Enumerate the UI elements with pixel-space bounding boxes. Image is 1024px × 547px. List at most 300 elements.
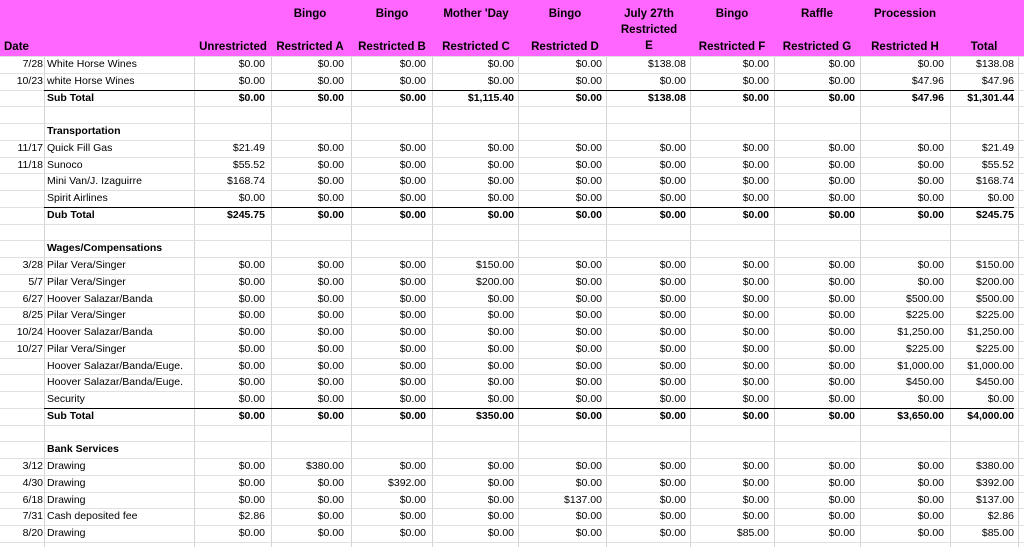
value-cell[interactable]: $0.00 xyxy=(659,393,686,405)
value-cell[interactable]: $21.49 xyxy=(232,141,265,154)
value-cell[interactable]: $0.00 xyxy=(487,141,514,154)
value-cell[interactable]: $0.00 xyxy=(659,74,686,87)
value-cell[interactable]: $0.00 xyxy=(575,309,602,322)
value-cell[interactable]: $0.00 xyxy=(575,342,602,355)
value-cell[interactable]: $0.00 xyxy=(487,74,514,87)
value-cell[interactable]: $0.00 xyxy=(317,493,344,506)
header-column-label: Restricted C xyxy=(442,41,510,53)
description-cell[interactable]: Pilar Vera/Singer xyxy=(47,275,126,288)
value-cell[interactable]: $1,000.00 xyxy=(897,359,944,372)
value-cell[interactable]: $0.00 xyxy=(828,208,855,221)
description-cell[interactable]: Drawing xyxy=(47,527,86,539)
value-cell[interactable]: $0.00 xyxy=(487,192,514,204)
value-cell[interactable]: $0.00 xyxy=(399,493,426,506)
value-cell[interactable]: $55.52 xyxy=(981,158,1014,171)
value-cell[interactable]: $1,250.00 xyxy=(967,326,1014,338)
value-cell[interactable]: $0.00 xyxy=(317,208,344,221)
value-cell[interactable]: $0.00 xyxy=(487,460,514,472)
value-cell[interactable]: $138.08 xyxy=(648,58,686,70)
value-cell[interactable]: $0.00 xyxy=(828,192,855,204)
value-cell[interactable]: $0.00 xyxy=(575,58,602,70)
value-cell[interactable]: $0.00 xyxy=(659,527,686,539)
value-cell[interactable]: $380.00 xyxy=(306,460,344,472)
value-cell[interactable]: $0.00 xyxy=(659,275,686,288)
value-cell[interactable]: $0.00 xyxy=(575,460,602,472)
date-cell[interactable]: 8/25 xyxy=(22,309,43,322)
value-cell[interactable]: $47.96 xyxy=(911,74,944,87)
value-cell[interactable]: $47.96 xyxy=(981,74,1014,87)
value-cell[interactable]: $0.00 xyxy=(399,376,426,389)
table-row xyxy=(0,475,1024,492)
value-cell[interactable]: $0.00 xyxy=(742,359,769,372)
value-cell[interactable]: $0.00 xyxy=(399,527,426,539)
value-cell[interactable]: $0.00 xyxy=(987,393,1014,405)
value-cell[interactable]: $0.00 xyxy=(399,74,426,87)
value-cell[interactable]: $0.00 xyxy=(742,393,769,405)
description-cell[interactable]: Dub Total xyxy=(47,208,95,221)
date-cell[interactable]: 3/12 xyxy=(22,460,43,472)
value-cell[interactable]: $2.86 xyxy=(238,510,265,523)
value-cell[interactable]: $225.00 xyxy=(976,342,1014,355)
value-cell[interactable]: $0.00 xyxy=(917,192,944,204)
value-cell[interactable]: $0.00 xyxy=(828,409,855,422)
value-cell[interactable]: $1,301.44 xyxy=(967,91,1014,104)
value-cell[interactable]: $168.74 xyxy=(227,175,265,188)
description-cell[interactable]: Security xyxy=(47,393,85,405)
value-cell[interactable]: $0.00 xyxy=(487,292,514,305)
value-cell[interactable]: $500.00 xyxy=(906,292,944,305)
value-cell[interactable]: $0.00 xyxy=(742,409,769,422)
date-cell[interactable]: 4/30 xyxy=(22,476,43,489)
value-cell[interactable]: $0.00 xyxy=(575,326,602,338)
value-cell[interactable]: $0.00 xyxy=(238,359,265,372)
value-cell[interactable]: $0.00 xyxy=(317,141,344,154)
value-cell[interactable]: $0.00 xyxy=(742,342,769,355)
value-cell[interactable]: $0.00 xyxy=(917,158,944,171)
value-cell[interactable]: $0.00 xyxy=(487,493,514,506)
table-row xyxy=(0,324,1024,341)
value-cell[interactable]: $0.00 xyxy=(575,292,602,305)
value-cell[interactable]: $0.00 xyxy=(659,460,686,472)
value-cell[interactable]: $138.08 xyxy=(976,58,1014,70)
value-cell[interactable]: $138.08 xyxy=(648,91,686,104)
value-cell[interactable]: $0.00 xyxy=(238,393,265,405)
date-cell[interactable]: 5/7 xyxy=(28,275,43,288)
value-cell[interactable]: $0.00 xyxy=(742,158,769,171)
table-row xyxy=(0,257,1024,274)
value-cell[interactable]: $0.00 xyxy=(238,326,265,338)
value-cell[interactable]: $47.96 xyxy=(911,91,944,104)
value-cell[interactable]: $137.00 xyxy=(564,493,602,506)
value-cell[interactable]: $4,000.00 xyxy=(967,409,1014,422)
value-cell[interactable]: $0.00 xyxy=(487,342,514,355)
value-cell[interactable]: $0.00 xyxy=(317,510,344,523)
table-row xyxy=(0,207,1024,224)
value-cell[interactable]: $0.00 xyxy=(659,158,686,171)
date-cell[interactable]: 11/17 xyxy=(17,141,43,154)
value-cell[interactable]: $0.00 xyxy=(317,359,344,372)
value-cell[interactable]: $0.00 xyxy=(917,259,944,271)
description-cell[interactable]: Spirit Airlines xyxy=(47,192,108,204)
value-cell[interactable]: $21.49 xyxy=(981,141,1014,154)
value-cell[interactable]: $0.00 xyxy=(317,192,344,204)
value-cell[interactable]: $0.00 xyxy=(659,493,686,506)
value-cell[interactable]: $0.00 xyxy=(828,393,855,405)
value-cell[interactable]: $0.00 xyxy=(487,175,514,188)
value-cell[interactable]: $500.00 xyxy=(976,292,1014,305)
value-cell[interactable]: $1,115.40 xyxy=(467,91,514,104)
section-title[interactable]: Wages/Compensations xyxy=(47,242,163,255)
value-cell[interactable]: $0.00 xyxy=(399,275,426,288)
description-cell[interactable]: Sub Total xyxy=(47,409,95,422)
value-cell[interactable]: $0.00 xyxy=(399,259,426,271)
table-row xyxy=(0,190,1024,207)
value-cell[interactable]: $0.00 xyxy=(828,275,855,288)
description-cell[interactable]: Sub Total xyxy=(47,91,95,104)
value-cell[interactable]: $0.00 xyxy=(238,259,265,271)
value-cell[interactable]: $0.00 xyxy=(487,326,514,338)
value-cell[interactable]: $380.00 xyxy=(976,460,1014,472)
value-cell[interactable]: $0.00 xyxy=(317,309,344,322)
value-cell[interactable]: $450.00 xyxy=(906,376,944,389)
value-cell[interactable]: $0.00 xyxy=(575,527,602,539)
description-cell[interactable]: Pilar Vera/Singer xyxy=(47,259,126,271)
table-row xyxy=(0,123,1024,140)
header-column-label: Restricted G xyxy=(782,41,852,53)
value-cell[interactable]: $0.00 xyxy=(742,376,769,389)
value-cell[interactable]: $0.00 xyxy=(659,409,686,422)
value-cell[interactable]: $0.00 xyxy=(917,208,944,221)
value-cell[interactable]: $0.00 xyxy=(575,259,602,271)
value-cell[interactable]: $0.00 xyxy=(317,259,344,271)
value-cell[interactable]: $0.00 xyxy=(487,158,514,171)
value-cell[interactable]: $0.00 xyxy=(659,259,686,271)
value-cell[interactable]: $0.00 xyxy=(487,476,514,489)
date-cell[interactable]: 10/27 xyxy=(16,342,43,355)
date-cell[interactable] xyxy=(0,207,43,224)
value-cell[interactable]: $0.00 xyxy=(575,74,602,87)
value-cell[interactable]: $0.00 xyxy=(238,342,265,355)
value-cell[interactable]: $0.00 xyxy=(399,208,426,221)
value-cell[interactable]: $245.75 xyxy=(227,208,265,221)
value-cell[interactable]: $0.00 xyxy=(742,309,769,322)
date-cell[interactable] xyxy=(0,391,43,408)
value-cell[interactable]: $0.00 xyxy=(317,342,344,355)
table-row xyxy=(0,224,1024,241)
value-cell[interactable]: $0.00 xyxy=(828,158,855,171)
value-cell[interactable]: $0.00 xyxy=(238,309,265,322)
value-cell[interactable]: $0.00 xyxy=(659,326,686,338)
value-cell[interactable]: $0.00 xyxy=(742,259,769,271)
value-cell[interactable]: $392.00 xyxy=(976,476,1014,489)
value-cell[interactable]: $0.00 xyxy=(828,292,855,305)
value-cell[interactable]: $0.00 xyxy=(742,208,769,221)
value-cell[interactable]: $200.00 xyxy=(476,275,514,288)
section-title[interactable]: Transportation xyxy=(47,125,121,137)
header-top-label: Procession xyxy=(874,8,936,20)
value-cell[interactable]: $0.00 xyxy=(917,510,944,523)
value-cell[interactable]: $0.00 xyxy=(917,527,944,539)
description-cell[interactable]: White Horse Wines xyxy=(47,58,137,70)
value-cell[interactable]: $0.00 xyxy=(917,476,944,489)
value-cell[interactable]: $0.00 xyxy=(659,376,686,389)
value-cell[interactable]: $0.00 xyxy=(399,309,426,322)
value-cell[interactable]: $0.00 xyxy=(487,359,514,372)
value-cell[interactable]: $0.00 xyxy=(659,510,686,523)
section-title[interactable]: Bank Services xyxy=(47,443,119,456)
value-cell[interactable]: $85.00 xyxy=(981,527,1014,539)
value-cell[interactable]: $0.00 xyxy=(238,476,265,489)
date-cell[interactable]: 6/18 xyxy=(22,493,43,506)
value-cell[interactable]: $0.00 xyxy=(487,510,514,523)
value-cell[interactable]: $0.00 xyxy=(742,58,769,70)
date-cell[interactable] xyxy=(0,374,43,391)
description-cell[interactable]: Drawing xyxy=(47,476,86,489)
value-cell[interactable]: $0.00 xyxy=(575,510,602,523)
value-cell[interactable]: $0.00 xyxy=(659,175,686,188)
value-cell[interactable]: $0.00 xyxy=(917,393,944,405)
value-cell[interactable]: $150.00 xyxy=(976,259,1014,271)
value-cell[interactable]: $200.00 xyxy=(976,275,1014,288)
value-cell[interactable]: $0.00 xyxy=(238,58,265,70)
value-cell[interactable]: $0.00 xyxy=(238,292,265,305)
table-row xyxy=(0,525,1024,542)
value-cell[interactable]: $0.00 xyxy=(238,192,265,204)
value-cell[interactable]: $0.00 xyxy=(575,158,602,171)
value-cell[interactable]: $0.00 xyxy=(828,326,855,338)
date-cell[interactable]: 10/23 xyxy=(16,74,43,87)
value-cell[interactable]: $0.00 xyxy=(238,376,265,389)
value-cell[interactable]: $0.00 xyxy=(828,460,855,472)
header-date-label: Date xyxy=(4,41,29,53)
value-cell[interactable]: $0.00 xyxy=(828,476,855,489)
value-cell[interactable]: $0.00 xyxy=(917,493,944,506)
value-cell[interactable]: $0.00 xyxy=(317,326,344,338)
value-cell[interactable]: $0.00 xyxy=(575,208,602,221)
value-cell[interactable]: $55.52 xyxy=(232,158,265,171)
table-row xyxy=(0,173,1024,190)
value-cell[interactable]: $0.00 xyxy=(399,510,426,523)
value-cell[interactable]: $2.86 xyxy=(987,510,1014,523)
value-cell[interactable]: $0.00 xyxy=(399,326,426,338)
value-cell[interactable]: $0.00 xyxy=(742,326,769,338)
value-cell[interactable]: $0.00 xyxy=(399,175,426,188)
value-cell[interactable]: $0.00 xyxy=(659,476,686,489)
value-cell[interactable]: $0.00 xyxy=(317,409,344,422)
value-cell[interactable]: $0.00 xyxy=(399,359,426,372)
value-cell[interactable]: $0.00 xyxy=(917,58,944,70)
value-cell[interactable]: $0.00 xyxy=(828,493,855,506)
value-cell[interactable]: $0.00 xyxy=(399,460,426,472)
date-cell[interactable]: 10/24 xyxy=(16,326,43,338)
value-cell[interactable]: $0.00 xyxy=(917,460,944,472)
value-cell[interactable]: $0.00 xyxy=(917,275,944,288)
value-cell[interactable]: $0.00 xyxy=(317,275,344,288)
value-cell[interactable]: $0.00 xyxy=(575,91,602,104)
value-cell[interactable]: $0.00 xyxy=(317,158,344,171)
header-column-label: Unrestricted xyxy=(199,41,267,53)
value-cell[interactable]: $0.00 xyxy=(317,91,344,104)
value-cell[interactable]: $0.00 xyxy=(828,527,855,539)
value-cell[interactable]: $0.00 xyxy=(238,91,265,104)
value-cell[interactable]: $0.00 xyxy=(659,208,686,221)
value-cell[interactable]: $0.00 xyxy=(399,409,426,422)
value-cell[interactable]: $0.00 xyxy=(399,393,426,405)
description-cell[interactable]: Cash deposited fee xyxy=(47,510,138,523)
date-cell[interactable]: 7/31 xyxy=(22,510,43,523)
date-cell[interactable]: 3/28 xyxy=(22,259,43,271)
value-cell[interactable]: $0.00 xyxy=(742,74,769,87)
value-cell[interactable]: $0.00 xyxy=(828,74,855,87)
value-cell[interactable]: $1,250.00 xyxy=(897,326,944,338)
header-top-label: Raffle xyxy=(801,8,833,20)
value-cell[interactable]: $0.00 xyxy=(742,510,769,523)
value-cell[interactable]: $0.00 xyxy=(659,309,686,322)
value-cell[interactable]: $225.00 xyxy=(906,342,944,355)
value-cell[interactable]: $0.00 xyxy=(742,476,769,489)
value-cell[interactable]: $0.00 xyxy=(742,493,769,506)
value-cell[interactable]: $0.00 xyxy=(987,192,1014,204)
value-cell[interactable]: $0.00 xyxy=(487,393,514,405)
value-cell[interactable]: $0.00 xyxy=(659,141,686,154)
date-cell[interactable]: 11/18 xyxy=(17,158,43,171)
value-cell[interactable]: $0.00 xyxy=(828,91,855,104)
value-cell[interactable]: $0.00 xyxy=(399,58,426,70)
value-cell[interactable]: $0.00 xyxy=(742,275,769,288)
date-cell[interactable] xyxy=(0,173,43,190)
value-cell[interactable]: $0.00 xyxy=(575,141,602,154)
value-cell[interactable]: $0.00 xyxy=(487,208,514,221)
date-cell[interactable]: 6/27 xyxy=(22,292,43,305)
value-cell[interactable]: $0.00 xyxy=(917,175,944,188)
value-cell[interactable]: $0.00 xyxy=(238,460,265,472)
description-cell[interactable]: Hoover Salazar/Banda xyxy=(47,326,153,338)
value-cell[interactable]: $0.00 xyxy=(317,376,344,389)
value-cell[interactable]: $0.00 xyxy=(575,359,602,372)
value-cell[interactable]: $0.00 xyxy=(575,192,602,204)
value-cell[interactable]: $0.00 xyxy=(575,175,602,188)
value-cell[interactable]: $0.00 xyxy=(317,292,344,305)
value-cell[interactable]: $150.00 xyxy=(476,259,514,271)
value-cell[interactable]: $0.00 xyxy=(575,409,602,422)
table-row xyxy=(0,341,1024,358)
date-cell[interactable]: 7/28 xyxy=(22,58,43,70)
description-cell[interactable]: Quick Fill Gas xyxy=(47,141,113,154)
description-cell[interactable]: white Horse Wines xyxy=(47,74,135,87)
value-cell[interactable]: $85.00 xyxy=(736,527,769,539)
value-cell[interactable]: $0.00 xyxy=(742,141,769,154)
value-cell[interactable]: $0.00 xyxy=(317,393,344,405)
value-cell[interactable]: $0.00 xyxy=(399,91,426,104)
value-cell[interactable]: $0.00 xyxy=(828,309,855,322)
value-cell[interactable]: $0.00 xyxy=(487,309,514,322)
value-cell[interactable]: $0.00 xyxy=(828,175,855,188)
value-cell[interactable]: $0.00 xyxy=(828,58,855,70)
value-cell[interactable]: $0.00 xyxy=(238,493,265,506)
description-cell[interactable]: Hoover Salazar/Banda/Euge. xyxy=(47,359,184,372)
description-cell[interactable]: Pilar Vera/Singer xyxy=(47,309,126,322)
value-cell[interactable]: $0.00 xyxy=(487,58,514,70)
value-cell[interactable]: $0.00 xyxy=(828,342,855,355)
value-cell[interactable]: $0.00 xyxy=(828,376,855,389)
table-row xyxy=(0,90,1024,107)
value-cell[interactable]: $0.00 xyxy=(317,175,344,188)
value-cell[interactable]: $225.00 xyxy=(976,309,1014,322)
value-cell[interactable]: $0.00 xyxy=(828,259,855,271)
value-cell[interactable]: $0.00 xyxy=(238,275,265,288)
description-cell[interactable]: Drawing xyxy=(47,460,86,472)
date-cell[interactable] xyxy=(0,90,43,107)
table-row xyxy=(0,73,1024,90)
value-cell[interactable]: $0.00 xyxy=(399,141,426,154)
date-cell[interactable] xyxy=(0,408,43,425)
value-cell[interactable]: $0.00 xyxy=(317,527,344,539)
value-cell[interactable]: $0.00 xyxy=(659,192,686,204)
value-cell[interactable]: $0.00 xyxy=(575,476,602,489)
value-cell[interactable]: $0.00 xyxy=(487,376,514,389)
value-cell[interactable]: $392.00 xyxy=(388,476,426,489)
value-cell[interactable]: $0.00 xyxy=(575,376,602,389)
value-cell[interactable]: $0.00 xyxy=(317,476,344,489)
value-cell[interactable]: $3,650.00 xyxy=(897,409,944,422)
description-cell[interactable]: Drawing xyxy=(47,493,86,506)
description-cell[interactable]: Hoover Salazar/Banda/Euge. xyxy=(47,376,184,389)
date-cell[interactable]: 8/20 xyxy=(22,527,43,539)
header-column-label: Total xyxy=(970,41,998,53)
value-cell[interactable]: $0.00 xyxy=(742,175,769,188)
value-cell[interactable]: $0.00 xyxy=(659,292,686,305)
value-cell[interactable]: $245.75 xyxy=(976,208,1014,221)
value-cell[interactable]: $1,000.00 xyxy=(967,359,1014,372)
value-cell[interactable]: $350.00 xyxy=(476,409,514,422)
value-cell[interactable]: $225.00 xyxy=(906,309,944,322)
value-cell[interactable]: $0.00 xyxy=(238,527,265,539)
value-cell[interactable]: $0.00 xyxy=(575,393,602,405)
value-cell[interactable]: $0.00 xyxy=(828,359,855,372)
value-cell[interactable]: $0.00 xyxy=(399,192,426,204)
value-cell[interactable]: $0.00 xyxy=(399,158,426,171)
value-cell[interactable]: $0.00 xyxy=(317,58,344,70)
value-cell[interactable]: $168.74 xyxy=(976,175,1014,188)
value-cell[interactable]: $0.00 xyxy=(659,342,686,355)
value-cell[interactable]: $0.00 xyxy=(742,91,769,104)
value-cell[interactable]: $0.00 xyxy=(575,275,602,288)
value-cell[interactable]: $0.00 xyxy=(742,460,769,472)
value-cell[interactable]: $0.00 xyxy=(238,409,265,422)
description-cell[interactable]: Mini Van/J. Izaguirre xyxy=(47,175,142,188)
value-cell[interactable]: $0.00 xyxy=(742,292,769,305)
value-cell[interactable]: $0.00 xyxy=(399,292,426,305)
value-cell[interactable]: $0.00 xyxy=(317,74,344,87)
value-cell[interactable]: $0.00 xyxy=(917,141,944,154)
value-cell[interactable]: $450.00 xyxy=(976,376,1014,389)
table-row xyxy=(0,425,1024,442)
value-cell[interactable]: $0.00 xyxy=(238,74,265,87)
value-cell[interactable]: $0.00 xyxy=(487,527,514,539)
value-cell[interactable]: $0.00 xyxy=(659,359,686,372)
date-cell[interactable] xyxy=(0,358,43,375)
value-cell[interactable]: $0.00 xyxy=(828,141,855,154)
description-cell[interactable]: Sunoco xyxy=(47,158,83,171)
value-cell[interactable]: $0.00 xyxy=(828,510,855,523)
description-cell[interactable]: Pilar Vera/Singer xyxy=(47,342,126,355)
value-cell[interactable]: $137.00 xyxy=(976,493,1014,506)
date-cell[interactable] xyxy=(0,190,43,207)
value-cell[interactable]: $0.00 xyxy=(742,192,769,204)
value-cell[interactable]: $0.00 xyxy=(399,342,426,355)
description-cell[interactable]: Hoover Salazar/Banda xyxy=(47,292,153,305)
table-row xyxy=(0,157,1024,174)
